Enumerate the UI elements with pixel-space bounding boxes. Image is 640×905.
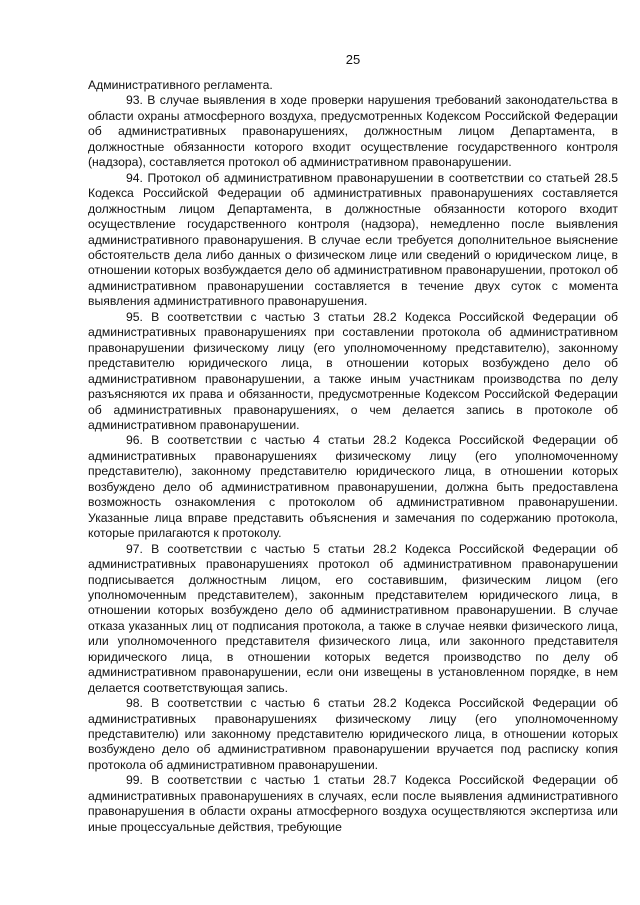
paragraph-94: 94. Протокол об административном правонарушении в соответствии со статьей 28.5 Кодекса Российской Федерации об административных правонарушениях составляется должностным лицом Департамента, в должностные обязанности которого входит осуществление государственного контроля (надзора), немедленно после выявления административного правонарушения. В случае если требуется дополнительное выяснение обстоятельств дела либо данных о физическом лице или сведений о юридическом лице, в отношении которых возбуждается дело об административном правонарушении, протокол об административном правонарушении составляется в течение двух суток с момента выявления административного правонарушения. — [88, 170, 618, 309]
paragraph-95: 95. В соответствии с частью 3 статьи 28.2 Кодекса Российской Федерации об административных правонарушениях при составлении протокола об административном правонарушении физическому лицу (его уполномоченному представителю), законному представителю юридического лица, в отношении которых возбуждено дело об административном правонарушении, а также иным участникам производства по делу разъясняются их права и обязанности, предусмотренные Кодексом Российской Федерации об административных правонарушениях, о чем делается запись в протоколе об административном правонарушении. — [88, 309, 618, 432]
paragraph-93: 93. В случае выявления в ходе проверки нарушения требований законодательства в области охраны атмосферного воздуха, предусмотренных Кодексом Российской Федерации об административных правонарушениях, должностным лицом Департамента, в должностные обязанности которого входит осуществление государственного контроля (надзора), составляется протокол об административном правонарушении. — [88, 93, 618, 170]
paragraph-96: 96. В соответствии с частью 4 статьи 28.2 Кодекса Российской Федерации об административных правонарушениях физическому лицу (его уполномоченному представителю), законному представителю юридического лица, в отношении которых возбуждено дело об административном правонарушении, должна быть предоставлена возможность ознакомления с протоколом об административном правонарушении. Указанные лица вправе представить объяснения и замечания по содержанию протокола, которые прилагаются к протоколу. — [88, 433, 618, 541]
document-body — [88, 78, 618, 835]
paragraph-98: 98. В соответствии с частью 6 статьи 28.2 Кодекса Российской Федерации об административных правонарушениях физическому лицу (его уполномоченному представителю) или законному представителю юридического лица, в отношении которых возбуждено дело об административном правонарушении вручается под расписку копия протокола об административном правонарушении. — [88, 696, 618, 772]
paragraph-97: 97. В соответствии с частью 5 статьи 28.2 Кодекса Российской Федерации об административных правонарушениях протокол об административном правонарушении подписывается должностным лицом, его составившим, физическим лицом (его уполномоченным представителем), законным представителем юридического лица, в отношении которых возбуждено дело об административном правонарушении. В случае отказа указанных лиц от подписания протокола, а также в случае неявки физического лица, или уполномоченного представителя физического лица, или законного представителя юридического лица, в отношении которых ведется производство по делу об административном правонарушении, если они извещены в установленном порядке, в нем делается соответствующая запись. — [88, 541, 618, 695]
paragraph-continuation: Административного регламента. — [88, 78, 273, 92]
page-number: 25 — [345, 52, 361, 67]
document-page — [88, 0, 618, 905]
paragraph-99: 99. В соответствии с частью 1 статьи 28.7 Кодекса Российской Федерации об административных правонарушениях в случаях, если после выявления административного правонарушения в области охраны атмосферного воздуха осуществляются экспертиза или иные процессуальные действия, требующие — [88, 773, 618, 834]
